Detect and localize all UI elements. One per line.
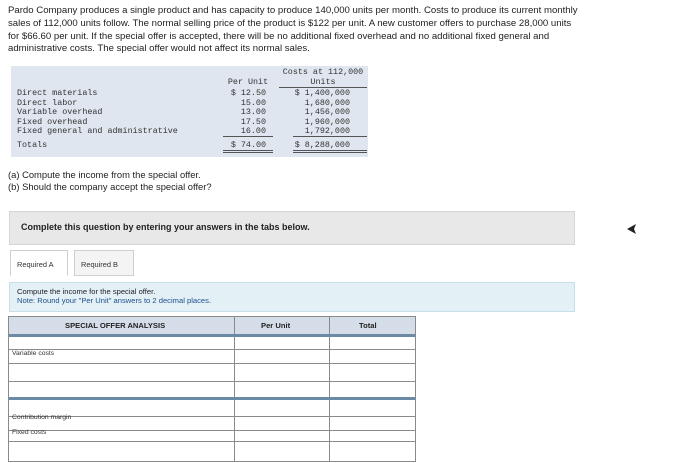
questions [8,169,212,193]
cost-row-costs: 1,680,000 [304,97,350,108]
complete-instruction-text: Complete this question by entering your answers in the tabs below. [21,222,310,232]
analysis-header-row [9,317,415,335]
cost-row-per-unit: $ 74.00 [230,140,266,150]
cost-row-costs: 1,960,000 [304,116,350,127]
row-divider [9,441,415,442]
problem-statement [8,5,658,56]
cost-row-costs: $ 8,288,000 [294,140,350,150]
revenue-label-input[interactable] [10,338,233,348]
cost-row-per-unit: 17.50 [240,116,266,127]
variable-cost-per-unit-input-2[interactable] [235,382,328,397]
per-unit-double-rule-1 [223,150,273,151]
cost-row-label: Fixed overhead [17,116,88,127]
variable-cost-per-unit-input-3[interactable] [235,401,328,415]
cost-row-label: Fixed general and administrative [17,126,178,136]
cost-header-costs-line1: Costs at 112,000 [282,67,364,77]
cost-row-label: Totals [17,140,48,150]
question-b: (b) Should the company accept the special offer? [8,181,212,192]
tab-required-a[interactable]: Required A [10,250,68,276]
header-underline [9,334,415,337]
costs-double-rule-1 [293,150,367,151]
cost-row-costs: 1,456,000 [304,107,350,117]
cost-row-costs: 1,792,000 [304,126,350,136]
problem-line-3: for $66.60 per unit. If the special offer is accepted, there will be no additional fixed overhead and no additional fixed general and [8,30,550,42]
label-fixed-costs: Fixed costs [12,429,47,436]
special-offer-analysis-table [8,316,416,462]
revenue-per-unit-input[interactable] [235,338,328,348]
variable-cost-label-input-3[interactable] [10,401,233,415]
problem-line-4: administrative costs. The special offer would not affect its normal sales. [8,43,310,55]
row-divider [9,349,415,350]
variable-cost-total-input-2[interactable] [330,382,415,397]
cost-row-label: Direct labor [17,97,78,108]
costs-double-rule-2 [293,152,367,153]
variable-cost-label-input-1[interactable] [10,364,233,380]
cost-header-per-unit: Per Unit [227,77,269,87]
instruction-line-1: Compute the income for the special offer. [17,287,156,296]
cost-row-per-unit: 16.00 [240,126,266,136]
revenue-total-input[interactable] [330,338,415,348]
label-contribution-margin: Contribution margin [12,414,72,421]
cost-table [11,66,368,157]
variable-cost-total-input-3[interactable] [330,401,415,415]
complete-instruction-bar [9,211,575,245]
row-divider [9,397,415,400]
label-variable-costs: Variable costs [12,350,55,357]
analysis-header-total: Total [359,321,377,330]
per-unit-total-rule [223,136,273,137]
instructions-panel [9,282,575,312]
variable-cost-per-unit-input-4[interactable] [235,417,328,430]
cost-header-costs-line2: Units [310,76,336,87]
variable-cost-total-input-1[interactable] [330,364,415,380]
analysis-header-title: SPECIAL OFFER ANALYSIS [65,321,166,330]
cost-row-label: Direct materials [17,88,98,98]
per-unit-double-rule-2 [223,152,273,153]
tab-required-b[interactable]: Required B [74,250,134,276]
cost-row-label: Variable overhead [17,107,103,117]
question-a: (a) Compute the income from the special offer. [8,169,201,180]
analysis-header-per-unit: Per Unit [261,321,291,330]
variable-cost-label-input-2[interactable] [10,382,233,397]
instruction-note: Note: Round your "Per Unit" answers to 2 decimal places. [17,296,212,305]
problem-line-1: Pardo Company produces a single product and has capacity to produce 140,000 units per month. Costs to produce its current monthly [8,5,578,16]
cost-row-costs: $ 1,400,000 [294,88,350,98]
cost-row-per-unit: $ 12.50 [230,88,266,98]
cost-row-per-unit: 13.00 [240,107,266,117]
problem-line-2: sales of 112,000 units follow. The normal selling price of the product is $122 per unit. A new customer offers to purchase 28,000 units [8,17,572,29]
cost-row-per-unit: 15.00 [240,97,266,108]
variable-cost-total-input-4[interactable] [330,417,415,430]
cursor-arrow-icon [627,224,639,234]
row-divider [9,430,415,431]
variable-cost-per-unit-input-1[interactable] [235,364,328,380]
costs-total-rule [293,136,367,137]
